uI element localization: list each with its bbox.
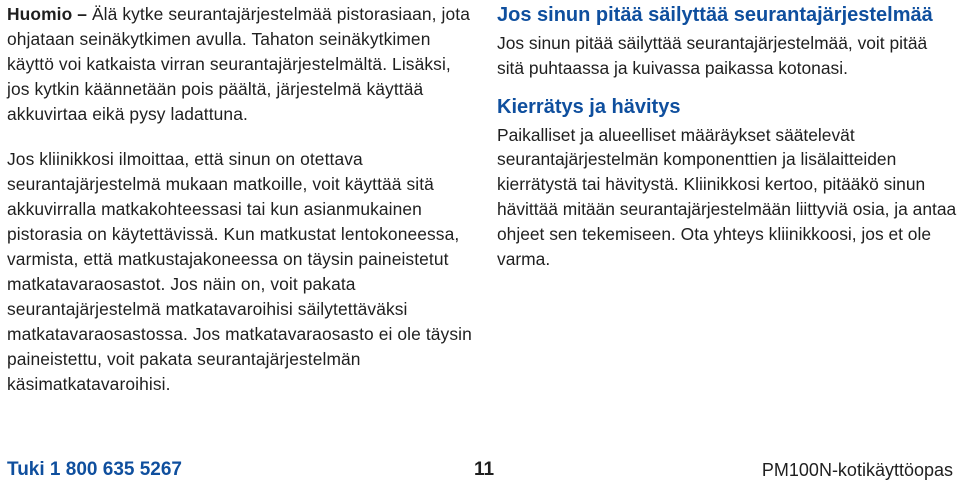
storage-heading: Jos sinun pitää säilyttää seurantajärjestelmää bbox=[497, 4, 933, 26]
travel-paragraph: Jos kliinikkosi ilmoittaa, että sinun on otettava seurantajärjestelmä mukaan matkoille, voit käyttää sitä akkuvirralla matkakohteessasi tai kun asianmukainen pistorasia on käytettävissä. Kun matkustat lentokoneessa, varmista, että matkustajakoneessa on täysin paineistetut matkatavaraosastot. Jos näin on, voit pakata seurantajärjestelmä matkatavaroihisi säilytettäväksi matkatavaraosastossa. Jos matkatavaraosasto ei ole täysin paineistettu, voit pakata seurantajärjestelmän käsimatkatavaroihisi. bbox=[7, 149, 472, 394]
right-column bbox=[497, 0, 957, 271]
support-phone: Tuki 1 800 635 5267 bbox=[7, 459, 182, 480]
recycling-heading: Kierrätys ja hävitys bbox=[497, 95, 681, 118]
left-column bbox=[7, 0, 477, 397]
guide-title: PM100N-kotikäyttöopas bbox=[761, 460, 953, 480]
warning-label: Huomio – bbox=[7, 4, 88, 24]
warning-text: Älä kytke seurantajärjestelmää pistorasiaan, jota ohjataan seinäkytkimen avulla. Tahaton seinäkytkimen käyttö voi katkaista virran seurantajärjestelmältä. Lisäksi, jos kytkin käännetään pois päältä, järjestelmä käyttää akkuvirtaa eikä pysy ladattuna. bbox=[7, 4, 470, 124]
page-footer bbox=[7, 459, 953, 485]
recycling-text: Paikalliset ja alueelliset määräykset säätelevät seurantajärjestelmän komponenttien ja lisälaitteiden kierrätystä tai hävitystä. Kliinikkosi kertoo, pitääkö sinun hävittää mitään seurantajärjestelmään liittyviä osia, ja antaa ohjeet sen tekemiseen. Ota yhteys kliinikkoosi, jos et ole varma. bbox=[497, 124, 957, 269]
storage-text: Jos sinun pitää säilyttää seurantajärjestelmää, voit pitää sitä puhtaassa ja kuivassa paikassa kotonasi. bbox=[497, 33, 928, 78]
warning-paragraph bbox=[7, 2, 477, 127]
page-number: 11 bbox=[474, 459, 495, 480]
